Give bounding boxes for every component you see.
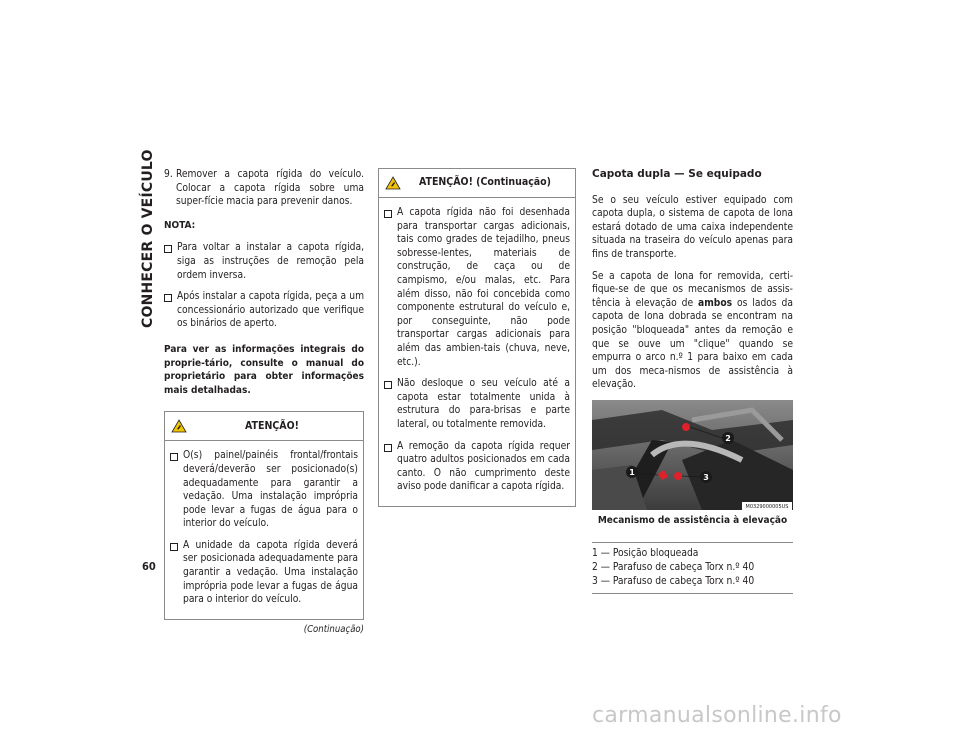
lift-assist-figure bbox=[592, 400, 793, 510]
warning-item: O(s) painel/painéis frontal/frontais deverá/deverão ser posicionado(s) adequadamente para garantir a vedação. Uma instalação imprópria pode levar a fugas de água para o interior do veículo. bbox=[170, 449, 358, 531]
figure-caption: Mecanismo de assistência à elevação bbox=[597, 514, 788, 526]
square-bullet-icon bbox=[170, 453, 178, 461]
step-number: 9. bbox=[164, 169, 173, 180]
square-bullet-icon bbox=[384, 210, 392, 218]
lift-assist-photo bbox=[592, 400, 793, 510]
column-3 bbox=[592, 168, 793, 594]
square-bullet-icon bbox=[170, 543, 178, 551]
svg-text:1: 1 bbox=[629, 467, 635, 477]
square-bullet-icon bbox=[384, 381, 392, 389]
warning-header bbox=[165, 412, 363, 441]
note-item: Para voltar a instalar a capota rígida, siga as instruções de remoção pela ordem inversa. bbox=[164, 241, 364, 282]
legend-item: 1 — Posição bloqueada bbox=[592, 547, 699, 559]
square-bullet-icon bbox=[384, 444, 392, 452]
page-number: 60 bbox=[142, 560, 156, 573]
figure-legend bbox=[592, 543, 793, 594]
watermark: carmanualsonline.info bbox=[592, 703, 842, 728]
warning-item: A capota rígida não foi desenhada para transportar cargas adicionais, tais como grades de tejadilho, pneus sobresse-lentes, materiais de construção, de caça ou de campismo, e/ou malas, etc. Para além disso, não foi concebida como componente estrutural do veículo e, por conseguinte, não pode transportar cargas adicionais para além das ambien-tais (chuva, neve, etc.). bbox=[384, 206, 570, 369]
warning-header bbox=[379, 169, 575, 198]
section-title: Capota dupla — Se equipado bbox=[592, 168, 762, 180]
warning-title: ATENÇÃO! bbox=[245, 419, 299, 432]
warning-item: A unidade da capota rígida deverá ser posicionada adequadamente para garantir a vedação. Uma instalação imprópria pode levar a fugas de água para o interior do veículo. bbox=[170, 539, 358, 607]
column-1 bbox=[164, 168, 364, 636]
warning-title: ATENÇÃO! (Continuação) bbox=[419, 176, 551, 189]
warning-icon bbox=[385, 176, 401, 190]
step-9 bbox=[164, 168, 364, 209]
square-bullet-icon bbox=[164, 294, 172, 302]
warning-item: A remoção da capota rígida requer quatro adultos posicionados em cada canto. O não cumprimento deste aviso pode danificar a capota rígida. bbox=[384, 440, 570, 494]
note-label: NOTA: bbox=[164, 219, 196, 231]
column-2 bbox=[378, 168, 576, 507]
figure-code: M0329000005US bbox=[745, 503, 789, 510]
paragraph-2: Se a capota de lona for removida, certi-fique-se de que os mecanismos de assis-tência à elevação de ambos os lados da capota de lona dobrada se encontram na posição "bloqueada" antes da remoção e que se ouve um "clique" quando se empurra o arco n.º 1 para baixo em cada um dos meca-nismos de assistência à elevação. bbox=[592, 270, 793, 391]
warning-item: Não desloque o seu veículo até a capota estar totalmente unida à estrutura do para-brisas e parte lateral, ou totalmente removida. bbox=[384, 377, 570, 431]
note-item: Após instalar a capota rígida, peça a um concessionário autorizado que verifique os binários de aperto. bbox=[164, 290, 364, 331]
section-side-tab: CONHECER O VEÍCULO bbox=[140, 149, 156, 328]
continued-label: (Continuação) bbox=[303, 623, 364, 635]
legend-item: 3 — Parafuso de cabeça Torx n.º 40 bbox=[592, 575, 755, 587]
warning-box bbox=[164, 411, 364, 620]
svg-text:3: 3 bbox=[703, 472, 709, 482]
square-bullet-icon bbox=[164, 245, 172, 253]
warning-icon bbox=[171, 419, 187, 433]
paragraph-1: Se o seu veículo estiver equipado com capota dupla, o sistema de capota de lona estará dotado de uma caixa independente situada na traseira do veículo apenas para fins de transporte. bbox=[592, 194, 793, 260]
manual-reference-note: Para ver as informações integrais do proprie-tário, consulte o manual do proprietário para obter informações mais detalhadas. bbox=[164, 343, 364, 396]
warning-box-continued bbox=[378, 168, 576, 507]
legend-item: 2 — Parafuso de cabeça Torx n.º 40 bbox=[592, 561, 755, 573]
svg-text:2: 2 bbox=[725, 433, 731, 443]
step-text: Remover a capota rígida do veículo. Colocar a capota rígida sobre uma super-fície macia para prevenir danos. bbox=[176, 169, 364, 208]
